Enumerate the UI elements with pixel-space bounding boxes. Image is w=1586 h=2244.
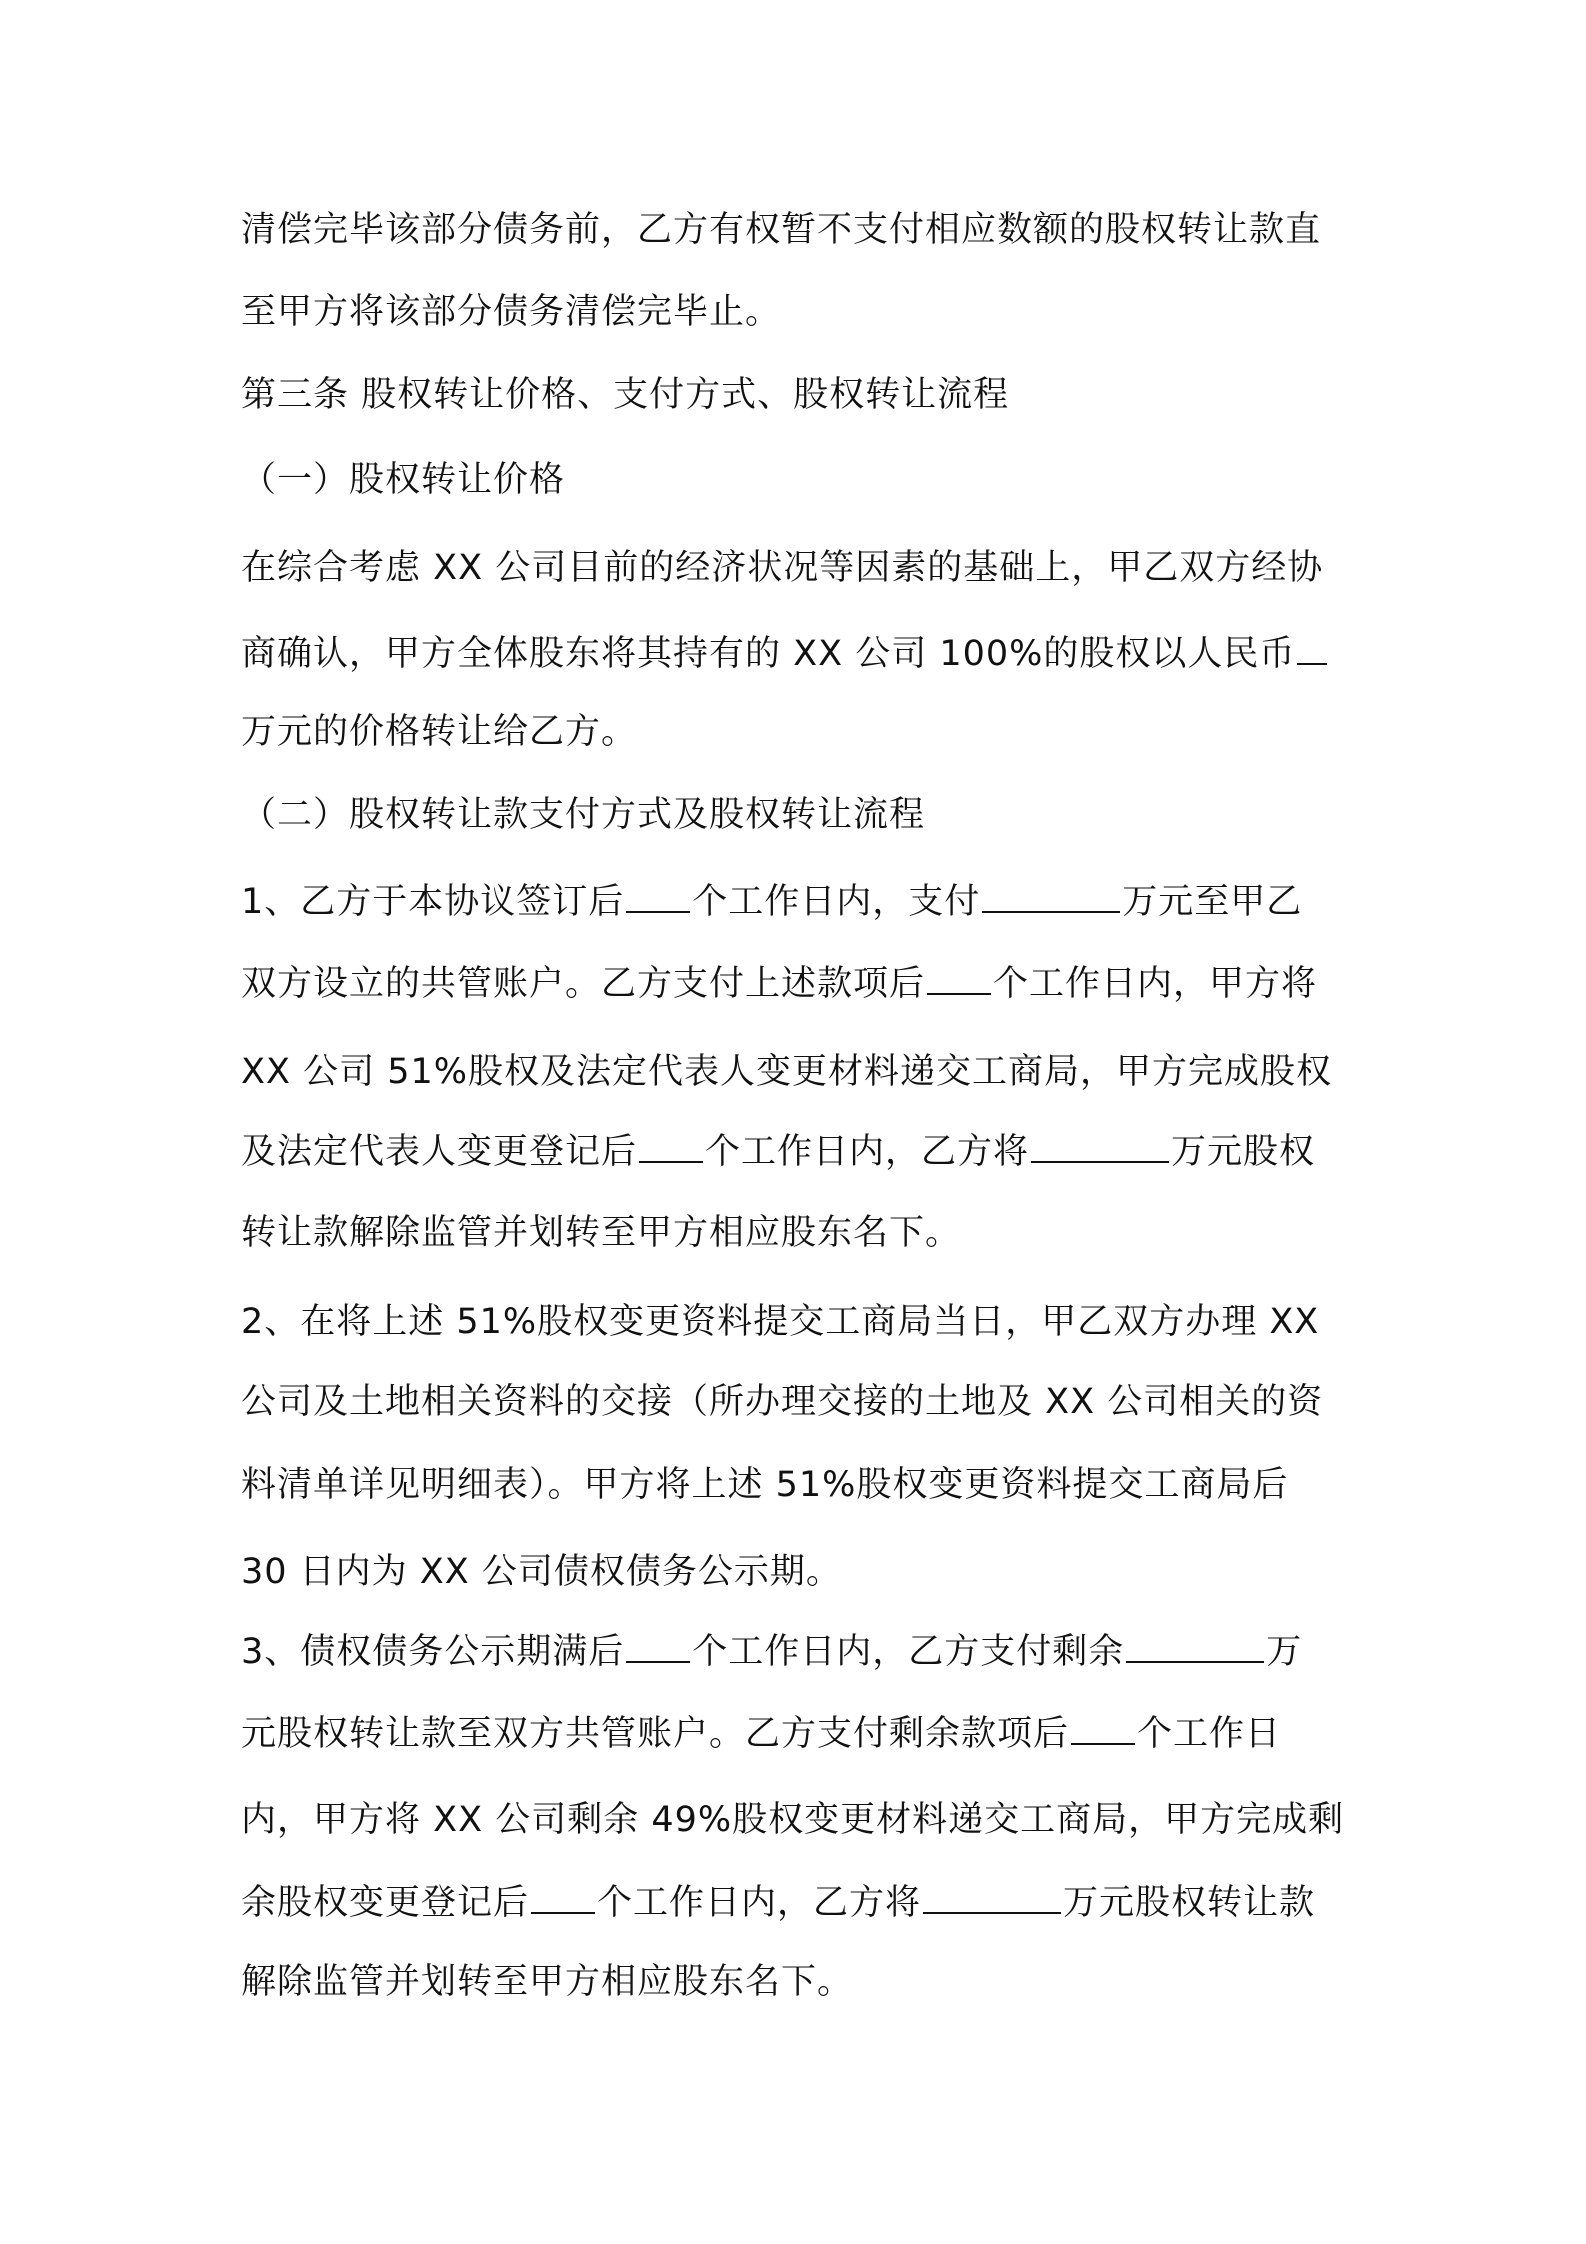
text-segment: （二）股权转让款支付方式及股权转让流程 [241, 795, 926, 835]
text-segment: 万 [1266, 1632, 1303, 1672]
text-segment: （一）股权转让价格 [241, 460, 566, 500]
text-segment: 双方设立的共管账户。乙方支付上述款项后 [241, 964, 926, 1004]
text-line [241, 1208, 1361, 1258]
text-line [241, 1876, 1361, 1928]
text-line [241, 1297, 1361, 1347]
text-line [241, 627, 1361, 679]
section-heading [241, 455, 1361, 505]
text-segment: 转让款解除监管并划转至甲方相应股东名下。 [241, 1213, 962, 1253]
text-line [241, 707, 1361, 757]
blank-underline [626, 875, 690, 913]
text-line [241, 1125, 1361, 1177]
blank-underline [1297, 627, 1327, 665]
text-segment: 余股权变更登记后 [241, 1883, 530, 1923]
text-segment: 个工作日内，乙方支付剩余 [692, 1632, 1125, 1672]
text-line [241, 543, 1361, 593]
text-segment: 个工作日 [1137, 1714, 1282, 1754]
text-line [241, 1460, 1361, 1510]
text-segment: 万元股权 [1171, 1132, 1316, 1172]
text-segment: 3、债权债务公示期满后 [241, 1632, 625, 1672]
text-segment: 解除监管并划转至甲方相应股东名下。 [241, 1962, 854, 2002]
text-segment: 万元的价格转让给乙方。 [241, 712, 638, 752]
text-segment: 2、在将上述 51%股权变更资料提交工商局当日，甲乙双方办理 XX [241, 1302, 1320, 1342]
text-line [241, 205, 1361, 255]
text-line [241, 1707, 1361, 1759]
blank-underline [531, 1876, 595, 1914]
text-line [241, 287, 1361, 337]
text-segment: 商确认，甲方全体股东将其持有的 XX 公司 100%的股权以人民币 [241, 634, 1296, 674]
text-line [241, 1625, 1361, 1677]
blank-underline [927, 957, 991, 995]
text-segment: 万元股权转让款 [1063, 1883, 1316, 1923]
text-segment: 第三条 股权转让价格、支付方式、股权转让流程 [241, 375, 1010, 415]
text-segment: 个工作日内，乙方将 [597, 1883, 922, 1923]
text-line [241, 1547, 1361, 1597]
text-line [241, 957, 1361, 1009]
text-segment: 元股权转让款至双方共管账户。乙方支付剩余款项后 [241, 1714, 1070, 1754]
text-segment: 公司及土地相关资料的交接（所办理交接的土地及 XX 公司相关的资 [241, 1382, 1324, 1422]
blank-underline [923, 1876, 1061, 1914]
article-heading [241, 370, 1361, 420]
text-segment: 个工作日内，乙方将 [705, 1132, 1030, 1172]
text-line [241, 1795, 1361, 1845]
text-segment: 个工作日内，甲方将 [993, 964, 1318, 1004]
blank-underline [639, 1125, 703, 1163]
text-segment: 个工作日内，支付 [692, 882, 981, 922]
blank-underline [1126, 1625, 1264, 1663]
text-segment: 及法定代表人变更登记后 [241, 1132, 638, 1172]
blank-underline [1071, 1707, 1135, 1745]
text-segment: 万元至甲乙 [1122, 882, 1303, 922]
text-line [241, 1957, 1361, 2007]
text-segment: 至甲方将该部分债务清偿完毕止。 [241, 292, 782, 332]
text-line [241, 1047, 1361, 1097]
section-heading [241, 790, 1361, 840]
text-line [241, 875, 1361, 927]
text-segment: 30 日内为 XX 公司债权债务公示期。 [241, 1552, 842, 1592]
blank-underline [626, 1625, 690, 1663]
blank-underline [982, 875, 1120, 913]
text-segment: 清偿完毕该部分债务前，乙方有权暂不支付相应数额的股权转让款直 [241, 210, 1322, 250]
text-segment: 料清单详见明细表）。甲方将上述 51%股权变更资料提交工商局后 [241, 1465, 1289, 1505]
text-segment: 1、乙方于本协议签订后 [241, 882, 625, 922]
text-segment: XX 公司 51%股权及法定代表人变更材料递交工商局，甲方完成股权 [241, 1052, 1333, 1092]
text-line [241, 1377, 1361, 1427]
blank-underline [1031, 1125, 1169, 1163]
text-segment: 内，甲方将 XX 公司剩余 49%股权变更材料递交工商局，甲方完成剩 [241, 1800, 1345, 1840]
text-segment: 在综合考虑 XX 公司目前的经济状况等因素的基础上，甲乙双方经协 [241, 548, 1324, 588]
